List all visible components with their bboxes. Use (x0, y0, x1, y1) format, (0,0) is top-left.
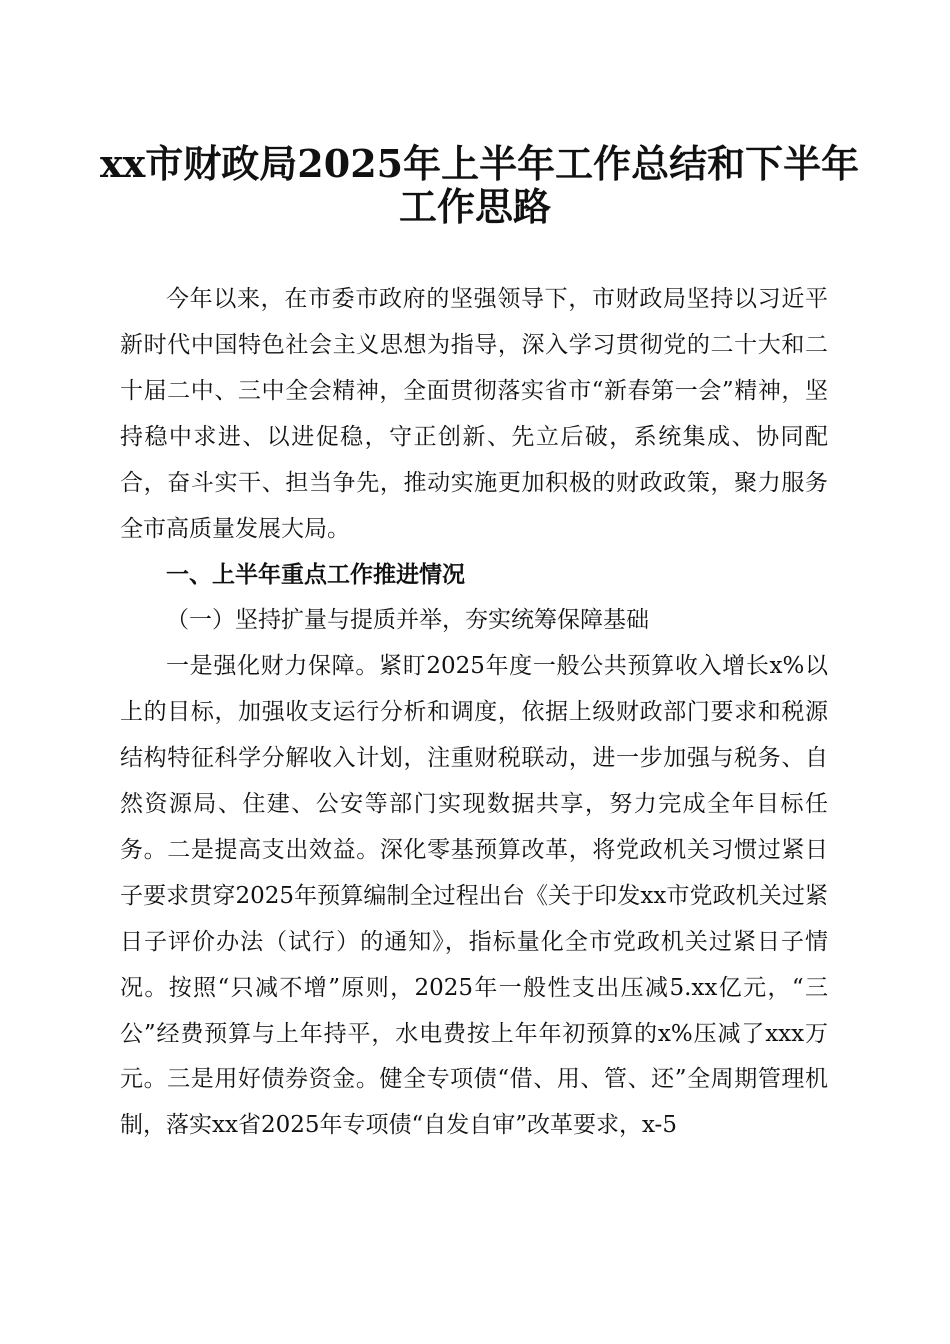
intro-paragraph: 今年以来，在市委市政府的坚强领导下，市财政局坚持以习近平新时代中国特色社会主义思想为指导，深入学习贯彻党的二十大和二十届二中、三中全会精神，全面贯彻落实省市“新春第一会”精神，坚持稳中求进、以进促稳，守正创新、先立后破，系统集成、协同配合，奋斗实干、担当争先，推动实施更加积极的财政政策，聚力服务全市高质量发展大局。 (120, 286, 828, 542)
body-paragraph: 一是强化财力保障。紧盯2025年度一般公共预算收入增长x%以上的目标，加强收支运行分析和调度，依据上级财政部门要求和税源结构特征科学分解收入计划，注重财税联动，进一步加强与税务、自然资源局、住建、公安等部门实现数据共享，努力完成全年目标任务。二是提高支出效益。深化零基预算改革，将党政机关习惯过紧日子要求贯穿2025年预算编制全过程出台《关于印发xx市党政机关过紧日子评价办法（试行）的通知》，指标量化全市党政机关过紧日子情况。按照“只减不增”原则，2025年一般性支出压减5.xx亿元，“三公”经费预算与上年持平，水电费按上年年初预算的x%压减了xxx万元。三是用好债券资金。健全专项债“借、用、管、还”全周期管理机制，落实xx省2025年专项债“自发自审”改革要求，x-5 (120, 653, 828, 1139)
document-title-line-1: xx市财政局2025年上半年工作总结和下半年 (100, 141, 860, 186)
document-title-line-2: 工作思路 (398, 184, 551, 229)
subsection-heading: （一）坚持扩量与提质并举，夯实统筹保障基础 (166, 607, 649, 634)
document-body (120, 277, 828, 1149)
section-heading: 一、上半年重点工作推进情况 (166, 561, 465, 589)
